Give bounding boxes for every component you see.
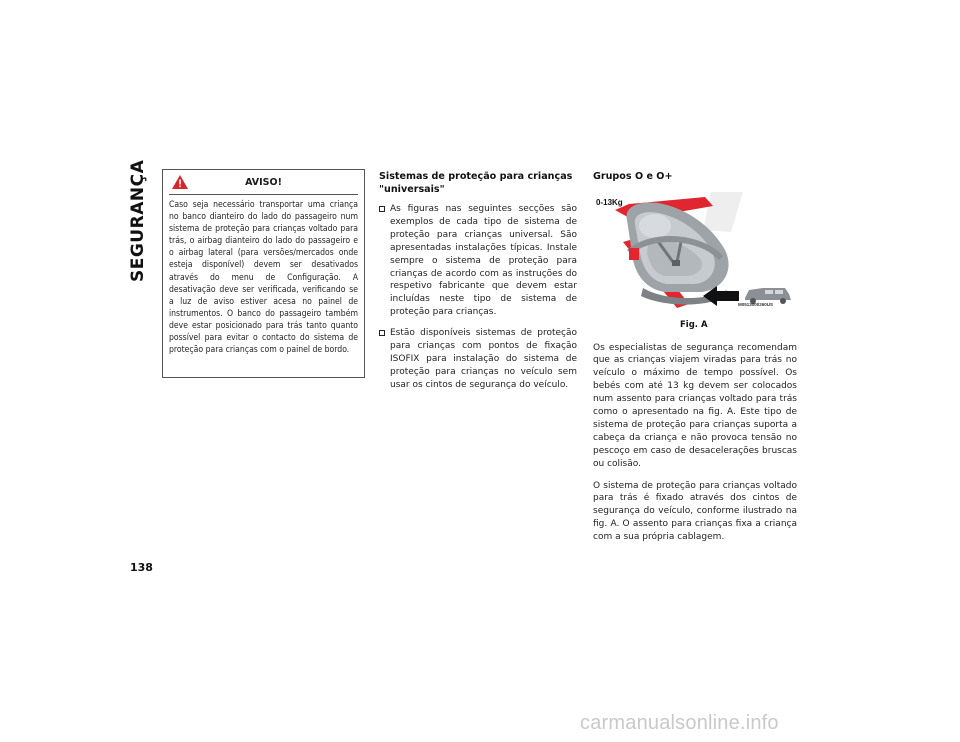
figure-image-code: M0513000260US — [738, 301, 774, 307]
warning-title: AVISO! — [245, 177, 282, 188]
list-item — [379, 327, 577, 392]
bullet-text: Estão disponíveis sistemas de proteção para crianças com pontos de fixação ISOFIX para instalação do sistema de proteção para crianças no veículo sem usar os cintos de segurança do veículo. — [390, 328, 577, 390]
section-side-title: SEGURANÇA — [128, 159, 148, 282]
section-heading-groups: Grupos O e O+ — [593, 171, 673, 182]
bullet-text: As figuras nas seguintes secções são exemplos de cada tipo de sistema de proteção para crianças universal. São apresentadas instalações típicas. Instale sempre o sistema de proteção para crianças de acordo com as instruções do respetivo fabricante que devem estar incluídas neste tipo de sistema de proteção para crianças. — [390, 204, 577, 318]
warning-box — [162, 169, 365, 378]
paragraph-rear-facing-installation: O sistema de proteção para crianças voltado para trás é fixado através dos cintos de segurança do veículo, conforme ilustrado na fig. A. O assento para crianças fixa a criança com a sua própria cablagem. — [593, 480, 797, 543]
figure-caption: Fig. A — [680, 319, 708, 330]
watermark: carmanualsonline.info — [580, 712, 779, 734]
square-bullet-icon — [379, 330, 385, 336]
paragraph-rear-facing-recommendation: Os especialistas de segurança recomendam que as crianças viajem viradas para trás no veículo o máximo de tempo possível. Os bebés com até 13 kg devem ser colocados num assento para crianças voltado para trás como o apresentado na fig. A. Este tipo de sistema de proteção para crianças suporta a cabeça da criança e não provoca tensão no pescoço em caso de desacelerações bruscas ou colisão. — [593, 342, 797, 469]
warning-text: Caso seja necessário transportar uma criança no banco dianteiro do lado do passageiro num sistema de proteção para crianças voltado para trás, o airbag dianteiro do lado do passageiro e o airbag lateral (para versões/mercados onde esteja disponível) devem ser desativados através do menu de Configuração. A desativação deve ser verificada, verificando se a luz de aviso estiver acesa no painel de instrumentos. O banco do passageiro também deve estar posicionado para trás tanto quanto possível para evitar o contacto do sistema de proteção para crianças com o painel de bordo. — [169, 200, 358, 356]
bullet-list — [379, 203, 577, 392]
page-number: 138 — [130, 561, 153, 574]
section-heading-universal: Sistemas de proteção para crianças "universais" — [379, 171, 573, 195]
rear-facing-infant-seat-illustration — [593, 192, 797, 317]
middle-column — [379, 171, 577, 400]
square-bullet-icon — [379, 206, 385, 212]
right-column — [593, 171, 797, 553]
warning-header — [169, 170, 358, 195]
figure-a — [593, 192, 797, 342]
list-item — [379, 203, 577, 319]
figure-weight-label: 0-13Kg — [596, 197, 623, 207]
